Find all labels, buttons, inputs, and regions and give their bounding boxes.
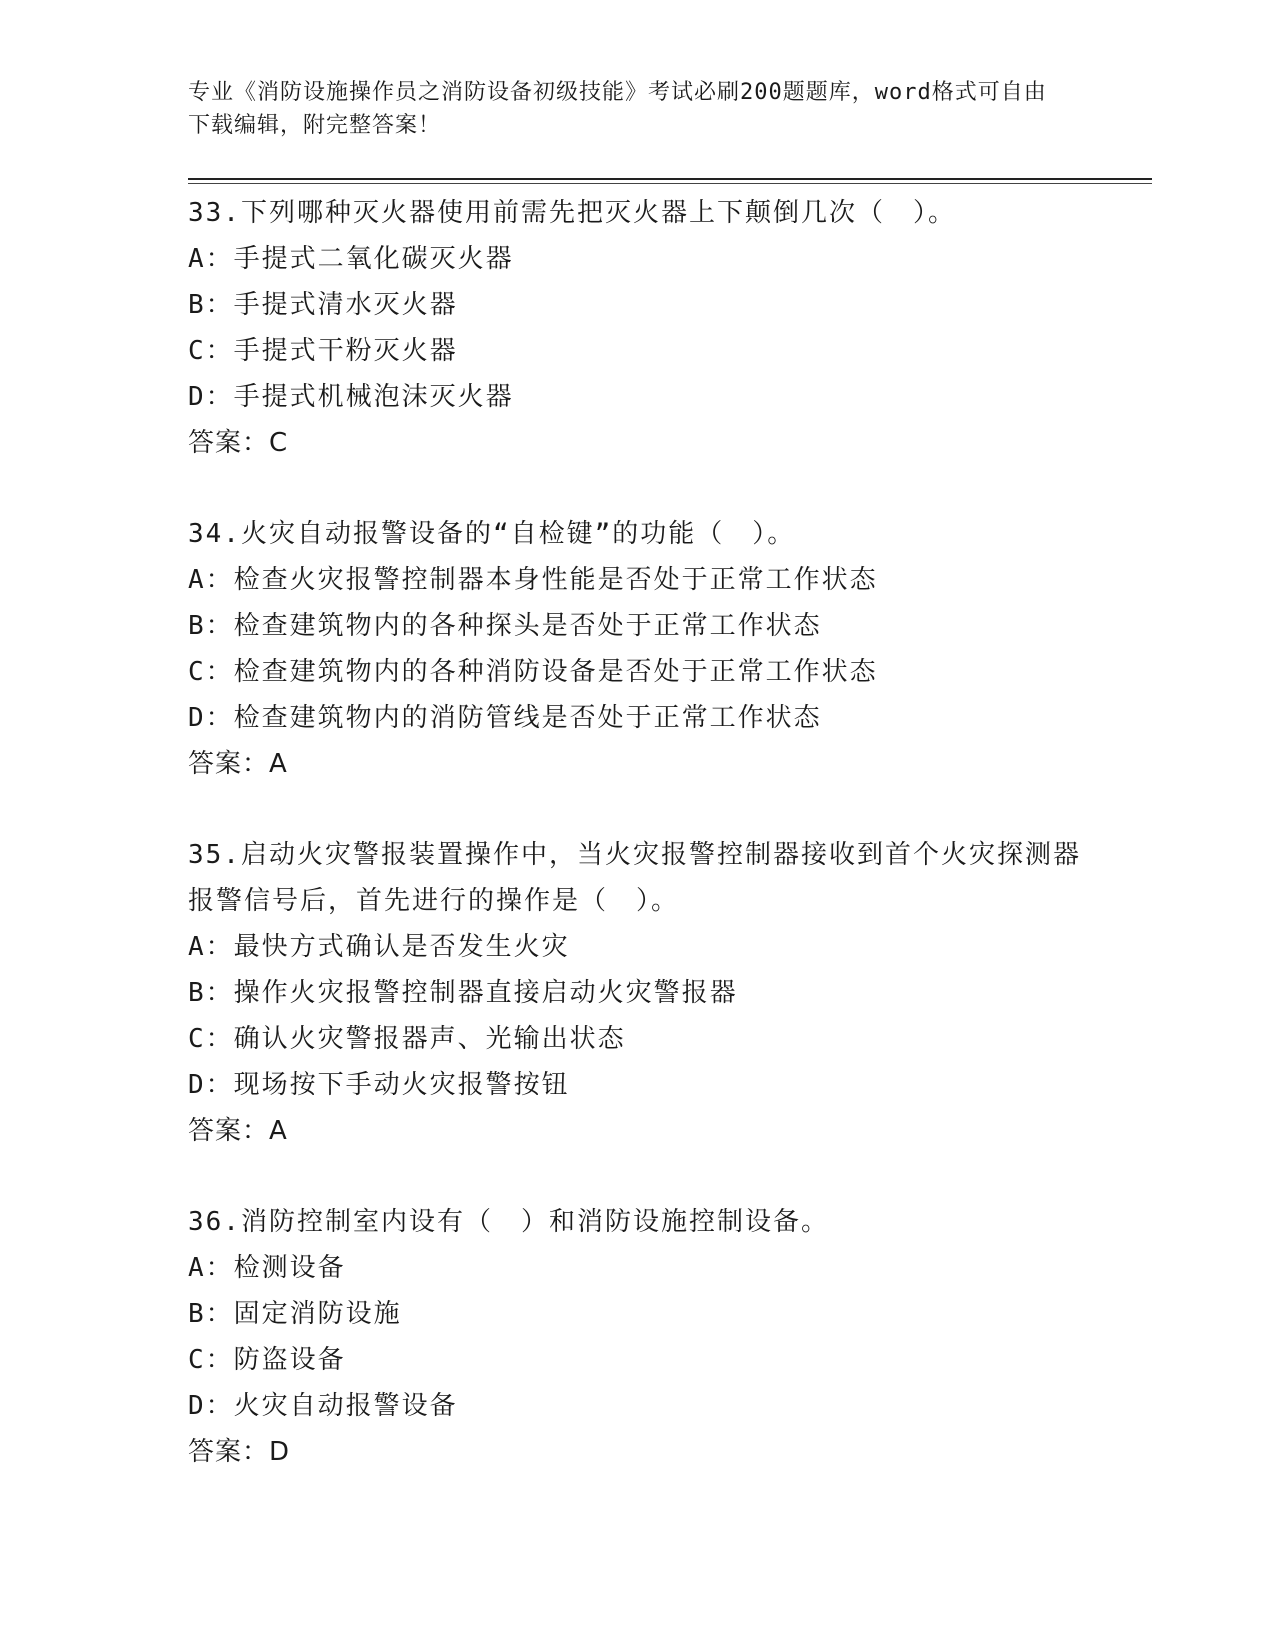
option-c: C：防盗设备	[188, 1345, 346, 1375]
option-b: B：固定消防设施	[188, 1299, 402, 1329]
option-b: B：检查建筑物内的各种探头是否处于正常工作状态	[188, 611, 822, 641]
answer-line: 答案：A	[188, 749, 288, 779]
answer-line: 答案：C	[188, 428, 289, 458]
option-c: C：确认火灾警报器声、光输出状态	[188, 1024, 626, 1054]
header-divider-thin	[188, 183, 1152, 184]
question-35	[188, 832, 1088, 1154]
question-list	[188, 190, 1088, 1475]
question-stem: 35.启动火灾警报装置操作中，当火灾报警控制器接收到首个火灾探测器报警信号后，首先进行的操作是（ ）。	[188, 840, 1081, 916]
option-b: B：操作火灾报警控制器直接启动火灾警报器	[188, 978, 738, 1008]
option-a: A：最快方式确认是否发生火灾	[188, 932, 570, 962]
question-stem: 33.下列哪种灭火器使用前需先把灭火器上下颠倒几次（ ）。	[188, 198, 956, 228]
question-spacer	[188, 466, 1088, 511]
question-spacer	[188, 1154, 1088, 1199]
question-36	[188, 1199, 1088, 1475]
question-stem: 34.火灾自动报警设备的“自检键”的功能（ ）。	[188, 519, 796, 549]
document-header: 专业《消防设施操作员之消防设备初级技能》考试必刷200题题库，word格式可自由下载编辑，附完整答案！	[188, 80, 1047, 138]
option-b: B：手提式清水灭火器	[188, 290, 458, 320]
option-d: D：检查建筑物内的消防管线是否处于正常工作状态	[188, 703, 822, 733]
option-a: A：手提式二氧化碳灭火器	[188, 244, 514, 274]
option-c: C：检查建筑物内的各种消防设备是否处于正常工作状态	[188, 657, 878, 687]
option-a: A：检测设备	[188, 1253, 346, 1283]
option-d: D：现场按下手动火灾报警按钮	[188, 1070, 570, 1100]
question-stem: 36.消防控制室内设有（ ）和消防设施控制设备。	[188, 1207, 829, 1237]
option-a: A：检查火灾报警控制器本身性能是否处于正常工作状态	[188, 565, 878, 595]
answer-line: 答案：D	[188, 1437, 291, 1467]
option-d: D：手提式机械泡沫灭火器	[188, 382, 514, 412]
option-d: D：火灾自动报警设备	[188, 1391, 458, 1421]
question-34	[188, 511, 1088, 787]
question-spacer	[188, 787, 1088, 832]
header-divider-thick	[188, 178, 1152, 180]
answer-line: 答案：A	[188, 1116, 288, 1146]
question-33	[188, 190, 1088, 466]
option-c: C：手提式干粉灭火器	[188, 336, 458, 366]
